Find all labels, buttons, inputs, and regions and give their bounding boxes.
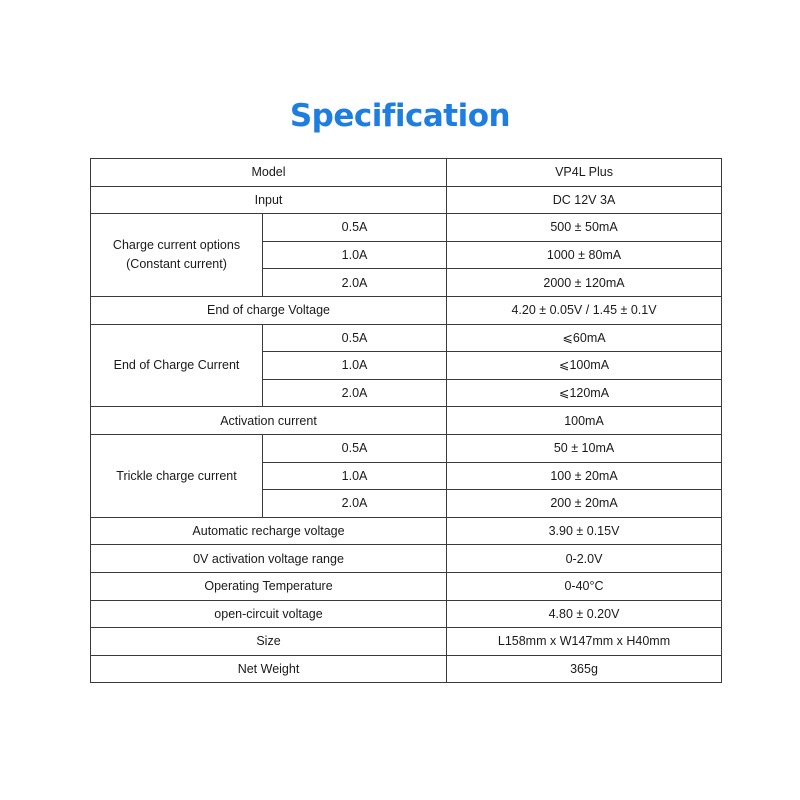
- spec-value: ⩽60mA: [447, 324, 722, 352]
- spec-setting: 2.0A: [263, 490, 447, 518]
- spec-value: 4.20 ± 0.05V / 1.45 ± 0.1V: [447, 296, 722, 324]
- spec-value: 100mA: [447, 407, 722, 435]
- spec-label: Activation current: [91, 407, 447, 435]
- spec-value: DC 12V 3A: [447, 186, 722, 214]
- spec-value: 500 ± 50mA: [447, 214, 722, 242]
- spec-label: open-circuit voltage: [91, 600, 447, 628]
- spec-setting: 1.0A: [263, 462, 447, 490]
- spec-value: 365g: [447, 655, 722, 683]
- spec-setting: 2.0A: [263, 379, 447, 407]
- table-row: [91, 214, 722, 242]
- table-row: [91, 324, 722, 352]
- spec-label: Size: [91, 628, 447, 656]
- spec-value: ⩽120mA: [447, 379, 722, 407]
- spec-value: 1000 ± 80mA: [447, 241, 722, 269]
- page-title: Specification: [289, 98, 511, 134]
- table-row: [91, 186, 722, 214]
- spec-setting: 1.0A: [263, 241, 447, 269]
- spec-setting: 0.5A: [263, 214, 447, 242]
- spec-setting: 0.5A: [263, 434, 447, 462]
- spec-value: L158mm x W147mm x H40mm: [447, 628, 722, 656]
- spec-label: Model: [91, 159, 447, 187]
- spec-value: 50 ± 10mA: [447, 434, 722, 462]
- spec-setting: 2.0A: [263, 269, 447, 297]
- spec-label-line: (Constant current): [126, 257, 227, 272]
- spec-value: VP4L Plus: [447, 159, 722, 187]
- spec-value: 0-40°C: [447, 572, 722, 600]
- spec-label: Automatic recharge voltage: [91, 517, 447, 545]
- spec-setting: 1.0A: [263, 352, 447, 380]
- table-row: [91, 296, 722, 324]
- spec-value: 4.80 ± 0.20V: [447, 600, 722, 628]
- spec-label-line: Charge current options: [112, 238, 241, 253]
- spec-label: Operating Temperature: [91, 572, 447, 600]
- table-row: [91, 545, 722, 573]
- spec-group-label: End of Charge Current: [91, 324, 263, 407]
- table-row: [91, 655, 722, 683]
- spec-value: 100 ± 20mA: [447, 462, 722, 490]
- spec-group-label: [91, 214, 263, 297]
- spec-value: 0-2.0V: [447, 545, 722, 573]
- spec-setting: 0.5A: [263, 324, 447, 352]
- table-row: [91, 407, 722, 435]
- spec-value: 200 ± 20mA: [447, 490, 722, 518]
- spec-label: Input: [91, 186, 447, 214]
- spec-value: ⩽100mA: [447, 352, 722, 380]
- table-row: [91, 517, 722, 545]
- table-row: [91, 628, 722, 656]
- spec-label: End of charge Voltage: [91, 296, 447, 324]
- table-row: [91, 572, 722, 600]
- table-row: [91, 434, 722, 462]
- spec-group-label: Trickle charge current: [91, 434, 263, 517]
- table-row: [91, 159, 722, 187]
- spec-label: 0V activation voltage range: [91, 545, 447, 573]
- spec-label: Net Weight: [91, 655, 447, 683]
- spec-value: 2000 ± 120mA: [447, 269, 722, 297]
- table-row: [91, 600, 722, 628]
- spec-table: [90, 158, 722, 683]
- spec-value: 3.90 ± 0.15V: [447, 517, 722, 545]
